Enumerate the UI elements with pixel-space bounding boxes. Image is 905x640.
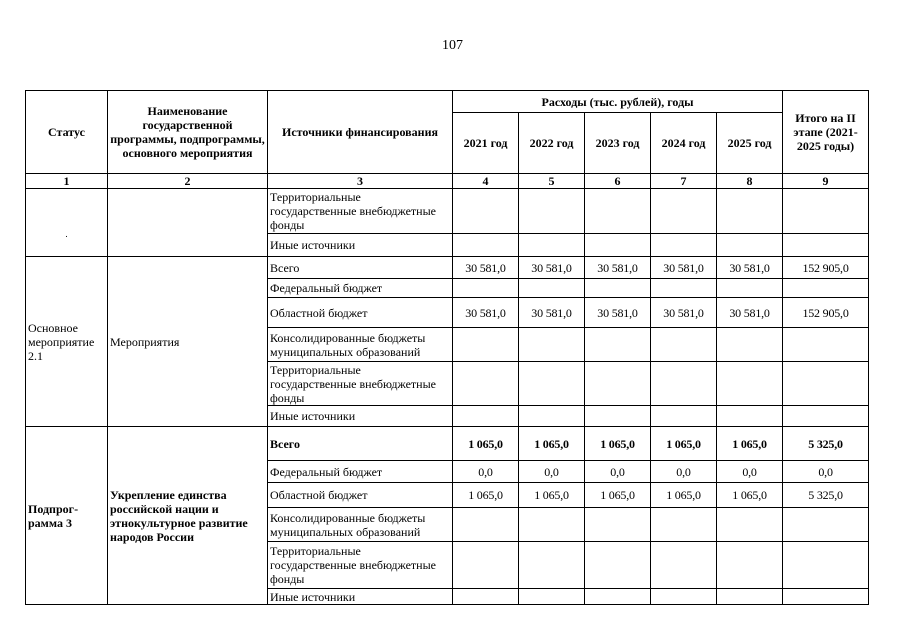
value-cell xyxy=(585,508,651,542)
page-number: 107 xyxy=(442,38,463,53)
source-cell: Консолидированные бюджеты муниципальных образований xyxy=(268,328,453,362)
header-year: 2023 год xyxy=(585,113,651,174)
value-cell xyxy=(651,189,717,234)
source-cell: Территориальные государственные внебюджетные фонды xyxy=(268,542,453,589)
source-cell: Территориальные государственные внебюджетные фонды xyxy=(268,189,453,234)
header-name: Наименование государственной программы, подпрограммы, основного мероприятия xyxy=(108,91,268,174)
value-cell: 0,0 xyxy=(717,461,783,483)
value-cell xyxy=(651,362,717,406)
value-cell xyxy=(651,589,717,605)
header-year: 2021 год xyxy=(453,113,519,174)
total-cell: 0,0 xyxy=(783,461,869,483)
value-cell: 30 581,0 xyxy=(717,257,783,279)
value-cell: 30 581,0 xyxy=(585,298,651,328)
source-cell: Территориальные государственные внебюджетные фонды xyxy=(268,362,453,406)
column-number: 2 xyxy=(108,174,268,189)
source-cell: Областной бюджет xyxy=(268,298,453,328)
column-number: 1 xyxy=(26,174,108,189)
name-cell xyxy=(108,189,268,257)
value-cell xyxy=(717,279,783,298)
value-cell: 0,0 xyxy=(651,461,717,483)
column-number: 5 xyxy=(519,174,585,189)
total-cell: 152 905,0 xyxy=(783,298,869,328)
total-cell: 5 325,0 xyxy=(783,483,869,508)
value-cell xyxy=(585,189,651,234)
table-row xyxy=(26,257,869,279)
value-cell: 30 581,0 xyxy=(651,257,717,279)
row-mark: . xyxy=(65,228,68,239)
name-cell: Укрепление единства российской нации и этнокультурное развитие народов России xyxy=(108,427,268,605)
value-cell xyxy=(717,508,783,542)
value-cell xyxy=(717,234,783,257)
header-sources-label: Источники финансирования xyxy=(282,125,438,139)
financing-table xyxy=(25,90,869,605)
value-cell: 1 065,0 xyxy=(453,427,519,461)
value-cell: 30 581,0 xyxy=(453,257,519,279)
table-body xyxy=(26,189,869,605)
total-cell: 152 905,0 xyxy=(783,257,869,279)
status-cell xyxy=(26,189,108,257)
total-cell xyxy=(783,189,869,234)
column-number: 8 xyxy=(717,174,783,189)
column-number: 4 xyxy=(453,174,519,189)
source-cell: Федеральный бюджет xyxy=(268,279,453,298)
value-cell xyxy=(453,508,519,542)
header-status: Статус xyxy=(26,91,108,174)
value-cell xyxy=(651,508,717,542)
value-cell xyxy=(519,279,585,298)
value-cell xyxy=(651,279,717,298)
value-cell: 1 065,0 xyxy=(717,483,783,508)
value-cell xyxy=(585,328,651,362)
total-cell xyxy=(783,362,869,406)
column-number: 9 xyxy=(783,174,869,189)
value-cell xyxy=(717,189,783,234)
value-cell xyxy=(519,542,585,589)
total-cell xyxy=(783,406,869,427)
value-cell xyxy=(453,189,519,234)
value-cell xyxy=(651,328,717,362)
value-cell xyxy=(519,362,585,406)
value-cell xyxy=(717,328,783,362)
value-cell xyxy=(453,362,519,406)
value-cell: 0,0 xyxy=(519,461,585,483)
value-cell xyxy=(717,406,783,427)
total-cell xyxy=(783,279,869,298)
total-cell: 5 325,0 xyxy=(783,427,869,461)
value-cell: 30 581,0 xyxy=(519,257,585,279)
value-cell: 1 065,0 xyxy=(453,483,519,508)
source-cell: Областной бюджет xyxy=(268,483,453,508)
value-cell xyxy=(453,279,519,298)
value-cell xyxy=(651,542,717,589)
header-year: 2022 год xyxy=(519,113,585,174)
value-cell xyxy=(585,406,651,427)
table-row xyxy=(26,189,869,234)
name-cell: Мероприятия xyxy=(108,257,268,427)
value-cell xyxy=(453,234,519,257)
value-cell xyxy=(519,406,585,427)
total-cell xyxy=(783,328,869,362)
value-cell xyxy=(453,542,519,589)
value-cell: 1 065,0 xyxy=(651,483,717,508)
value-cell xyxy=(651,406,717,427)
value-cell xyxy=(585,234,651,257)
value-cell: 30 581,0 xyxy=(717,298,783,328)
source-cell: Всего xyxy=(268,257,453,279)
source-cell: Федеральный бюджет xyxy=(268,461,453,483)
source-cell: Всего xyxy=(268,427,453,461)
total-cell xyxy=(783,508,869,542)
value-cell: 1 065,0 xyxy=(585,483,651,508)
total-cell xyxy=(783,542,869,589)
value-cell: 1 065,0 xyxy=(651,427,717,461)
value-cell xyxy=(519,589,585,605)
header-expenses: Расходы (тыс. рублей), годы xyxy=(453,91,783,113)
value-cell: 1 065,0 xyxy=(717,427,783,461)
value-cell xyxy=(651,234,717,257)
value-cell xyxy=(717,542,783,589)
value-cell xyxy=(453,328,519,362)
header-sources xyxy=(268,91,453,174)
value-cell: 1 065,0 xyxy=(519,427,585,461)
source-cell: Иные источники xyxy=(268,234,453,257)
value-cell: 30 581,0 xyxy=(453,298,519,328)
value-cell: 1 065,0 xyxy=(585,427,651,461)
status-cell: Подпрог-рамма 3 xyxy=(26,427,108,605)
value-cell xyxy=(519,508,585,542)
value-cell xyxy=(585,542,651,589)
value-cell: 1 065,0 xyxy=(519,483,585,508)
value-cell xyxy=(717,362,783,406)
column-number: 3 xyxy=(268,174,453,189)
value-cell xyxy=(453,589,519,605)
column-number: 6 xyxy=(585,174,651,189)
value-cell xyxy=(453,406,519,427)
value-cell: 30 581,0 xyxy=(651,298,717,328)
value-cell xyxy=(519,234,585,257)
value-cell xyxy=(585,362,651,406)
header-total: Итого на II этапе (2021-2025 годы) xyxy=(783,91,869,174)
value-cell xyxy=(519,189,585,234)
column-number: 7 xyxy=(651,174,717,189)
header-year: 2025 год xyxy=(717,113,783,174)
total-cell xyxy=(783,234,869,257)
value-cell xyxy=(519,328,585,362)
value-cell xyxy=(717,589,783,605)
value-cell: 30 581,0 xyxy=(519,298,585,328)
value-cell: 30 581,0 xyxy=(585,257,651,279)
value-cell xyxy=(585,279,651,298)
total-cell xyxy=(783,589,869,605)
table-row xyxy=(26,427,869,461)
value-cell: 0,0 xyxy=(585,461,651,483)
status-cell: Основное мероприятие 2.1 xyxy=(26,257,108,427)
header-year: 2024 год xyxy=(651,113,717,174)
source-cell: Консолидированные бюджеты муниципальных образований xyxy=(268,508,453,542)
value-cell xyxy=(585,589,651,605)
value-cell: 0,0 xyxy=(453,461,519,483)
source-cell: Иные источники xyxy=(268,406,453,427)
source-cell: Иные источники xyxy=(268,589,453,605)
